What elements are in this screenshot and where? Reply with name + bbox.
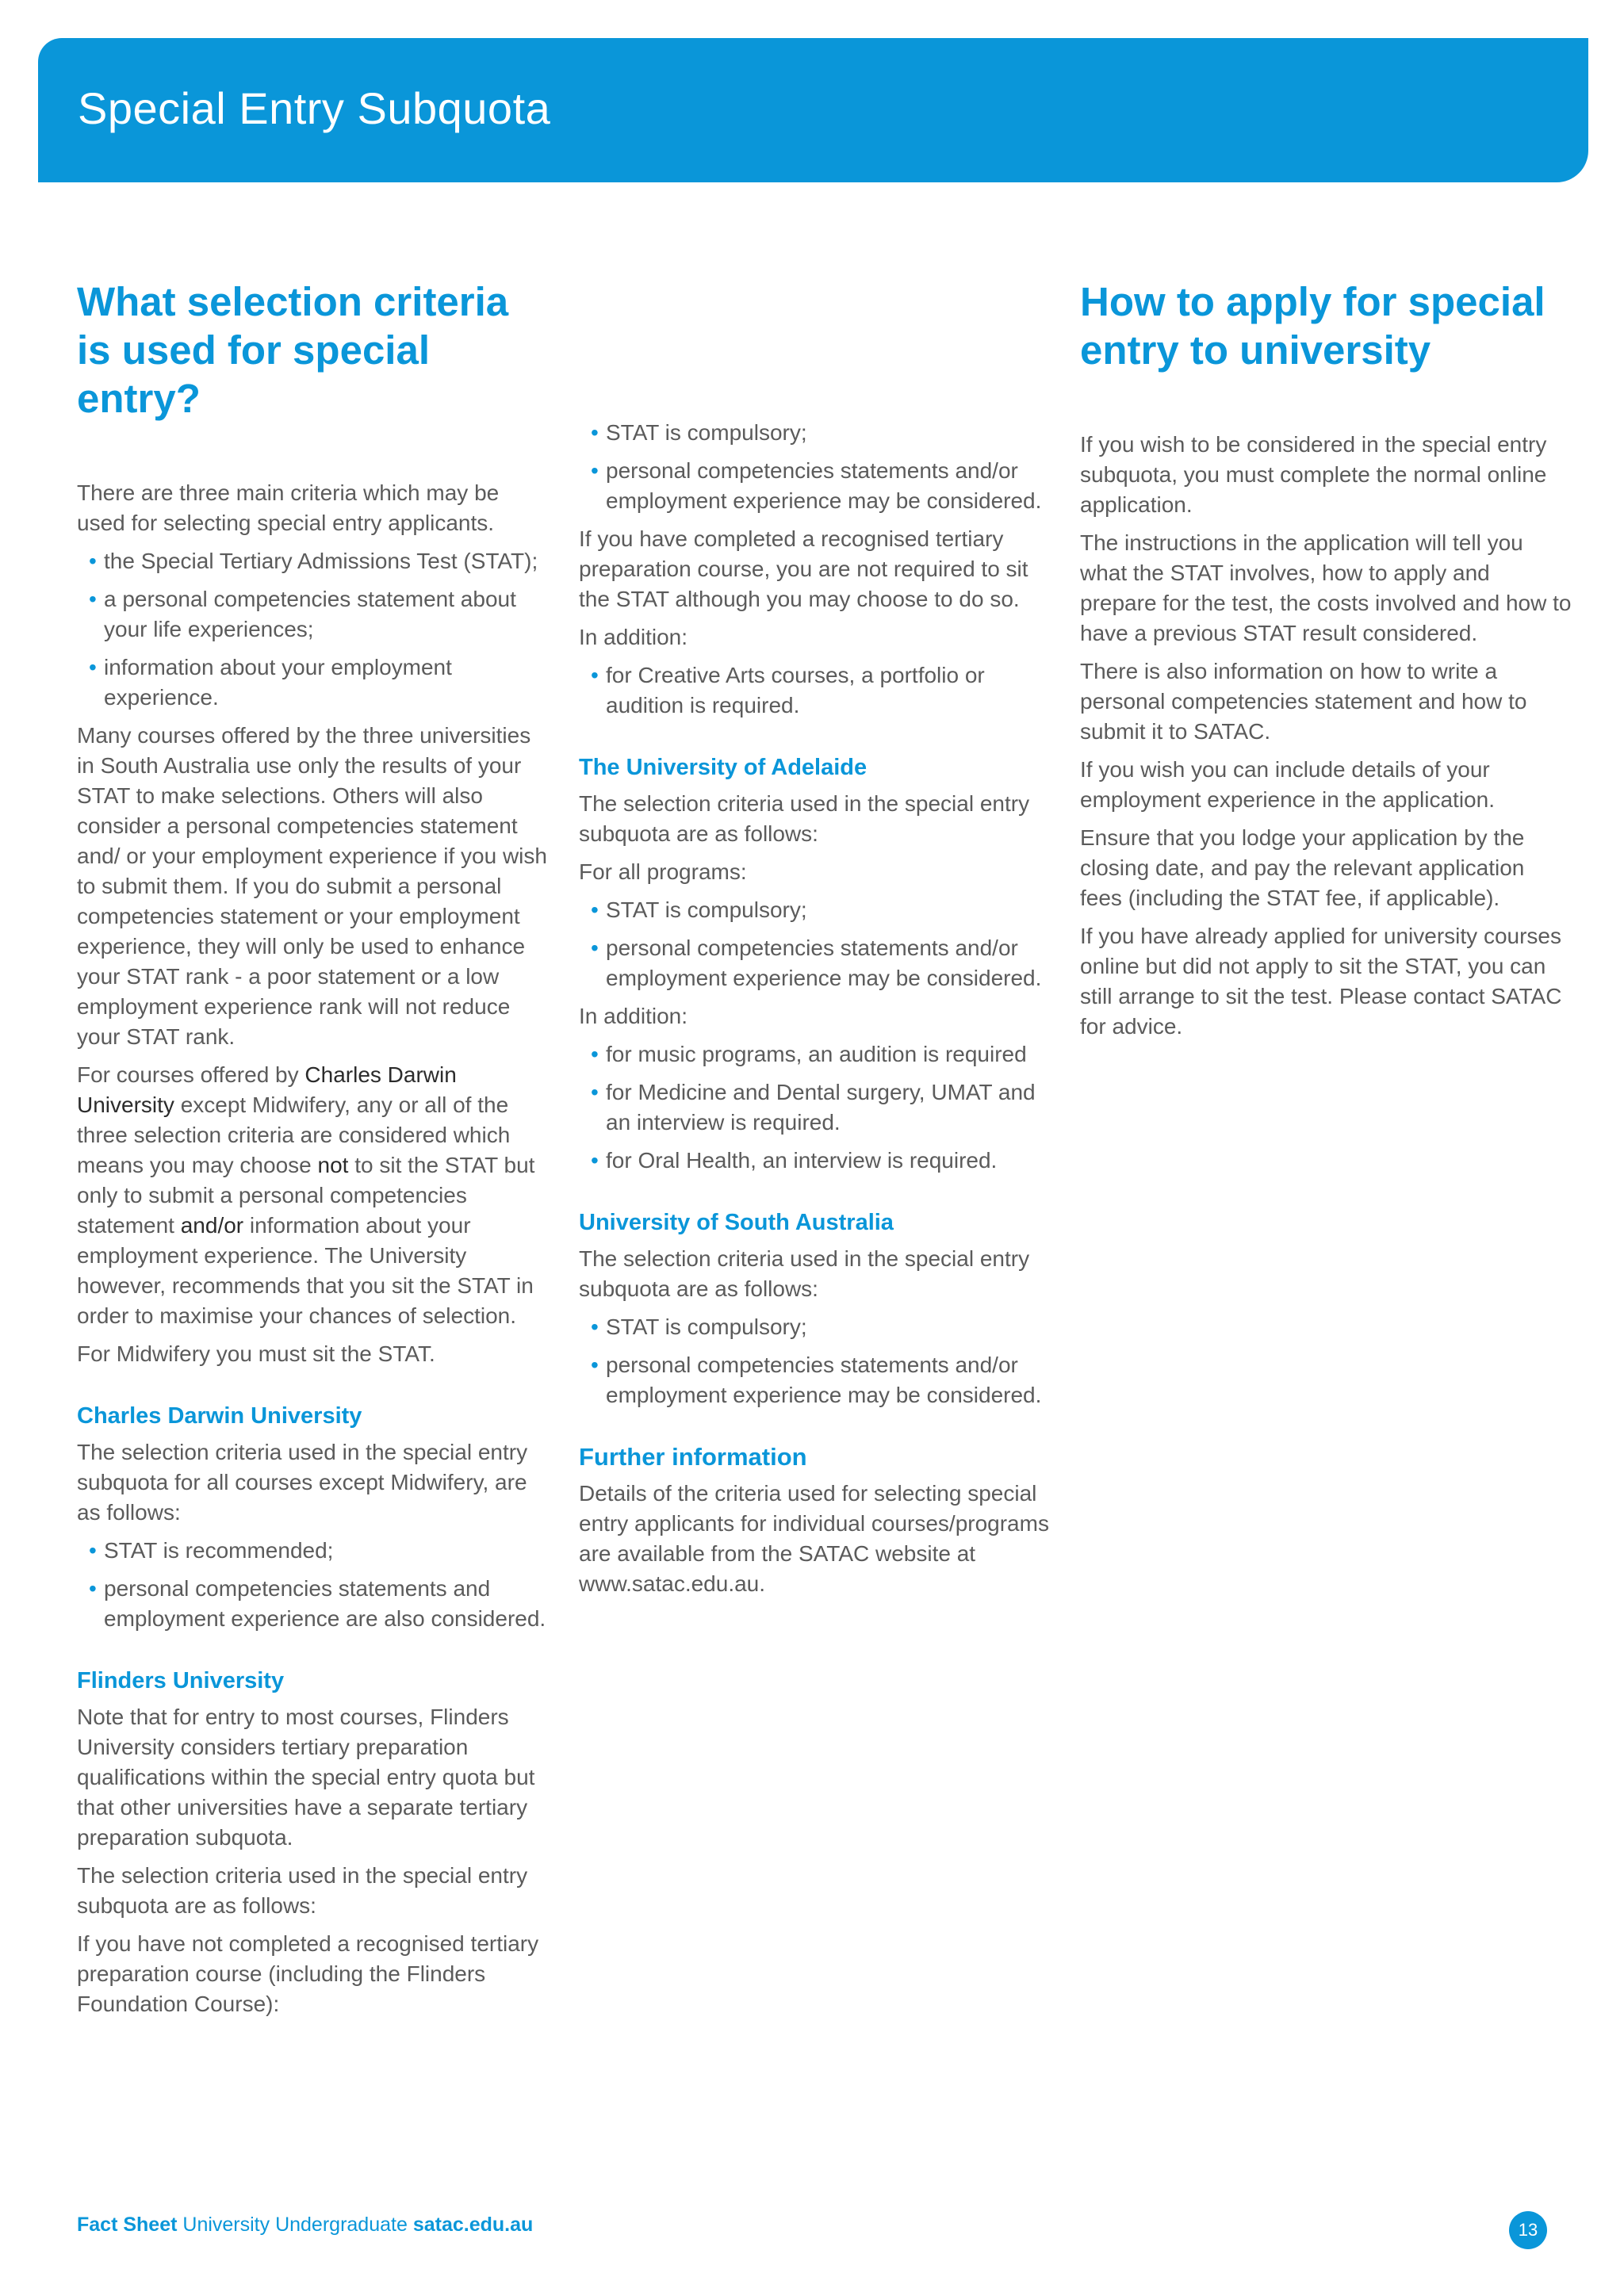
flinders-criteria-paragraph: The selection criteria used in the special entry subquota are as follows:: [77, 1863, 528, 1918]
list-item: • personal competencies statements and/or employment experience may be considered.: [579, 933, 1055, 993]
bullet-icon: •: [89, 655, 97, 679]
list-item: • the Special Tertiary Admissions Test (STAT);: [77, 546, 553, 576]
flinders-not-completed-paragraph: If you have not completed a recognised tertiary preparation course (including the Flinders Foundation Course):: [77, 1931, 539, 2016]
flinders-list: [579, 418, 1055, 516]
bullet-icon: •: [591, 1042, 599, 1066]
apply-paragraph: The instructions in the application will tell you what the STAT involves, how to apply and prepare for the test, the costs involved and how to have a previous STAT result considered.: [1080, 530, 1572, 645]
how-to-apply-heading: How to apply for special entry to university: [1080, 279, 1545, 373]
page-number: 13: [1509, 2211, 1547, 2249]
apply-paragraph: If you wish to be considered in the special entry subquota, you must complete the normal online application.: [1080, 432, 1547, 517]
further-information-heading: Further information: [579, 1443, 807, 1471]
bullet-icon: •: [591, 420, 599, 445]
column-right: [1080, 277, 1572, 1050]
footer-fact-sheet: Fact Sheet: [77, 2214, 178, 2236]
footer: [77, 2214, 533, 2237]
bullet-icon: •: [89, 587, 97, 611]
cdu-courses-paragraph: For courses offered by Charles Darwin University except Midwifery, any or all of the three selection criteria are considered which means you may choose not to sit the STAT but only to submit a personal competencies statement and/or information about your employment experience. The University however, recommends that you sit the STAT in order to maximise your chances of selection.: [77, 1062, 535, 1328]
list-item: • for Creative Arts courses, a portfolio or audition is required.: [579, 660, 1055, 721]
list-item: • for Oral Health, an interview is required.: [579, 1146, 1055, 1176]
apply-paragraph: If you wish you can include details of your employment experience in the application.: [1080, 757, 1495, 812]
list-item: • personal competencies statements and/or employment experience may be considered.: [579, 1350, 1055, 1410]
list-item: • STAT is recommended;: [77, 1536, 553, 1566]
bullet-icon: •: [591, 1314, 599, 1339]
column-left: [77, 277, 553, 2027]
adelaide-list: [579, 895, 1055, 993]
list-item: • for music programs, an audition is required: [579, 1039, 1055, 1070]
for-all-programs-label: For all programs:: [579, 859, 747, 884]
list-item: • STAT is compulsory;: [579, 1312, 1055, 1342]
adelaide-heading: The University of Adelaide: [579, 755, 868, 780]
apply-paragraph: There is also information on how to write a personal competencies statement and how to submit it to SATAC.: [1080, 659, 1527, 744]
bullet-icon: •: [89, 549, 97, 573]
flinders-heading: Flinders University: [77, 1668, 285, 1693]
in-addition-label: In addition:: [579, 1004, 688, 1028]
bullet-icon: •: [591, 1148, 599, 1173]
apply-paragraph: If you have already applied for university courses online but did not apply to sit the STAT, you can still arrange to sit the test. Please contact SATAC for advice.: [1080, 924, 1562, 1039]
bullet-icon: •: [591, 936, 599, 960]
list-item: • STAT is compulsory;: [579, 418, 1055, 448]
bullet-icon: •: [591, 663, 599, 687]
midwifery-paragraph: For Midwifery you must sit the STAT.: [77, 1341, 435, 1366]
unisa-heading: University of South Australia: [579, 1210, 894, 1235]
intro-paragraph: There are three main criteria which may be used for selecting special entry applicants.: [77, 480, 500, 535]
list-item: • personal competencies statements and/or employment experience may be considered.: [579, 456, 1055, 516]
bullet-icon: •: [89, 1538, 97, 1563]
flinders-extra-list: [579, 660, 1055, 721]
further-information-paragraph: Details of the criteria used for selecting special entry applicants for individual courses/programs are available from the SATAC website at www.satac.edu.au.: [579, 1481, 1049, 1596]
criteria-list: [77, 546, 553, 713]
bullet-icon: •: [89, 1576, 97, 1601]
list-item: • personal competencies statements and employment experience are also considered.: [77, 1574, 553, 1634]
page-title: Special Entry Subquota: [78, 83, 551, 133]
bullet-icon: •: [591, 458, 599, 483]
footer-subtitle: University Undergraduate: [177, 2214, 413, 2236]
flinders-note-paragraph: Note that for entry to most courses, Flinders University considers tertiary preparation qualifications within the special entry quota but that other universities have a separate tertiary preparation subquota.: [77, 1705, 535, 1850]
adelaide-criteria-paragraph: The selection criteria used in the special entry subquota are as follows:: [579, 791, 1030, 846]
list-item: • information about your employment experience.: [77, 652, 553, 713]
many-courses-paragraph: Many courses offered by the three universities in South Australia use only the results of your STAT to make selections. Others will also consider a personal competencies statement and/ or your employment experience if you wish to submit them. If you do submit a personal competencies statement or your employment experience, they will only be used to enhance your STAT rank - a poor statement or a low employment experience rank will not reduce your STAT rank.: [77, 723, 547, 1049]
list-item: • for Medicine and Dental surgery, UMAT and an interview is required.: [579, 1077, 1055, 1138]
list-item: • STAT is compulsory;: [579, 895, 1055, 925]
list-item: • a personal competencies statement about your life experiences;: [77, 584, 553, 645]
cdu-list: [77, 1536, 553, 1634]
selection-criteria-heading: What selection criteria is used for special entry?: [77, 279, 509, 421]
footer-site-link[interactable]: satac.edu.au: [412, 2214, 534, 2236]
in-addition-label: In addition:: [579, 625, 688, 649]
bullet-icon: •: [591, 1080, 599, 1104]
unisa-list: [579, 1312, 1055, 1410]
adelaide-extra-list: [579, 1039, 1055, 1176]
completed-paragraph: If you have completed a recognised tertiary preparation course, you are not required to sit the STAT although you may choose to do so.: [579, 526, 1028, 611]
header-banner: [38, 38, 1588, 182]
cdu-criteria-paragraph: The selection criteria used in the special entry subquota for all courses except Midwifery, are as follows:: [77, 1440, 528, 1525]
column-middle: [579, 418, 1055, 1607]
unisa-criteria-paragraph: The selection criteria used in the special entry subquota are as follows:: [579, 1246, 1030, 1301]
bullet-icon: •: [591, 897, 599, 922]
bullet-icon: •: [591, 1353, 599, 1377]
apply-paragraph: Ensure that you lodge your application by the closing date, and pay the relevant application fees (including the STAT fee, if applicable).: [1080, 825, 1525, 910]
cdu-heading: Charles Darwin University: [77, 1403, 362, 1429]
